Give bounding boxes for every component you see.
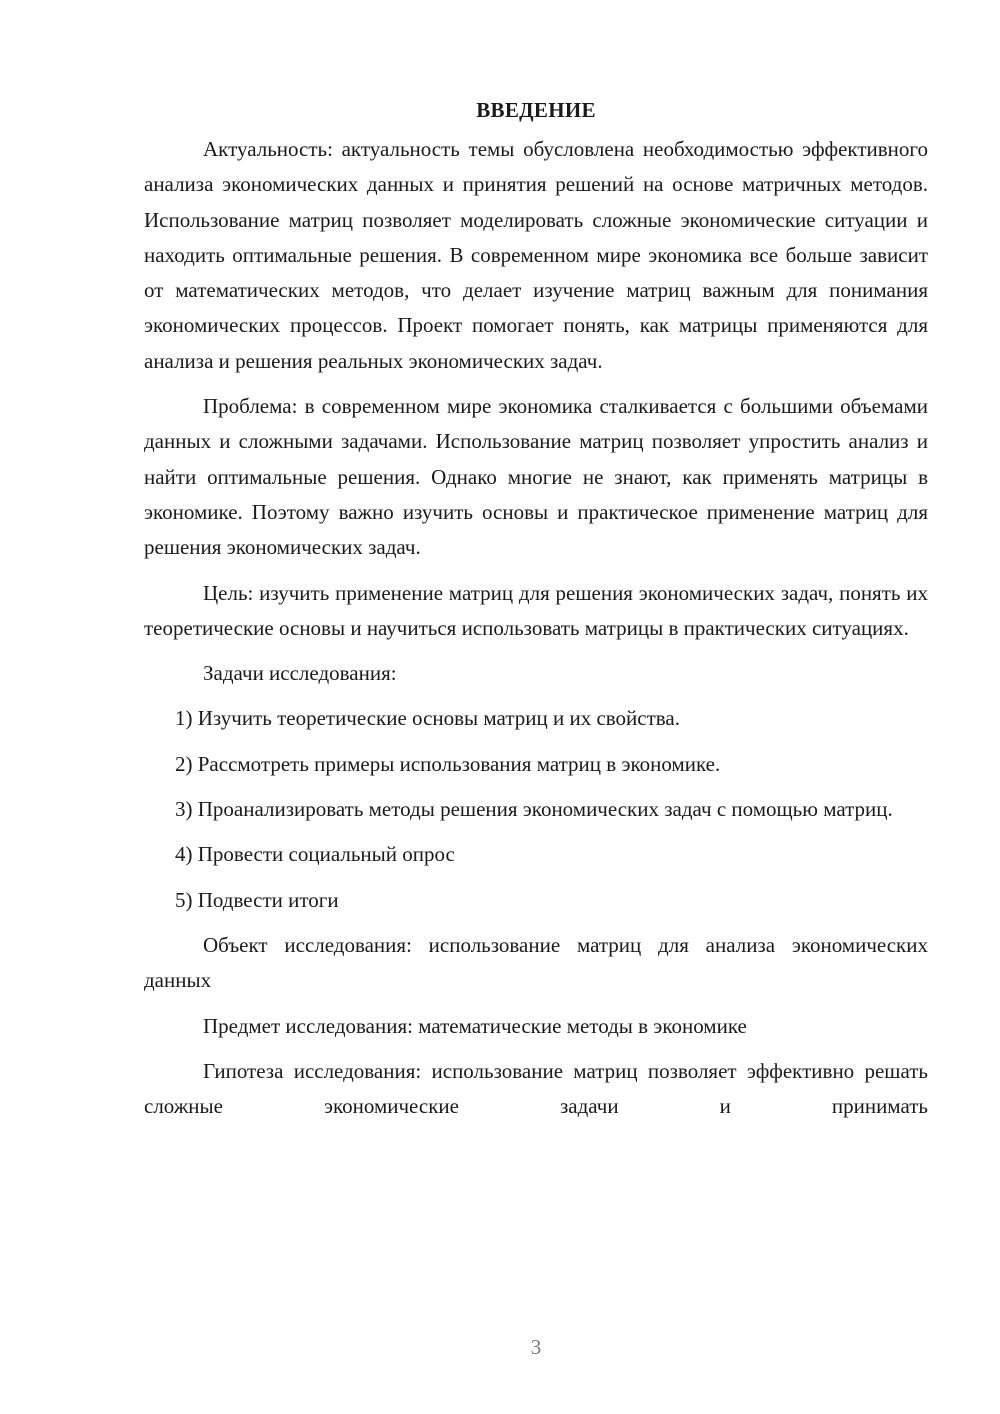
document-page bbox=[144, 92, 928, 1134]
page-number: 3 bbox=[530, 1335, 542, 1359]
paragraph-relevance: Актуальность: актуальность темы обусловлена необходимостью эффективного анализа экономических данных и принятия решений на основе матричных методов. Использование матриц позволяет моделировать сложные экономические ситуации и находить оптимальные решения. В современном мире экономика все больше зависит от математических методов, что делает изучение матриц важным для понимания экономических процессов. Проект помогает понять, как матрицы применяются для анализа и решения реальных экономических задач. bbox=[144, 137, 928, 373]
paragraph-goal: Цель: изучить применение матриц для решения экономических задач, понять их теоретические основы и научиться использовать матрицы в практических ситуациях. bbox=[144, 580, 928, 640]
list-item: 1) Изучить теоретические основы матриц и их свойства. bbox=[175, 706, 680, 731]
list-item: 5) Подвести итоги bbox=[175, 887, 339, 912]
paragraph-object: Объект исследования: использование матриц для анализа экономических данных bbox=[144, 932, 928, 993]
list-item: 3) Проанализировать методы решения экономических задач с помощью матриц. bbox=[175, 797, 893, 822]
paragraph-problem: Проблема: в современном мире экономика сталкивается с большими объемами данных и сложными задачами. Использование матриц позволяет упростить анализ и найти оптимальные решения. Однако многие не знают, как применять матрицы в экономике. Поэтому важно изучить основы и практическое применение матриц для решения экономических задач. bbox=[144, 394, 928, 560]
tasks-list bbox=[144, 701, 928, 917]
list-item: 4) Провести социальный опрос bbox=[175, 842, 455, 867]
paragraph-hypothesis: Гипотеза исследования: использование матриц позволяет эффективно решать сложные экономические задачи и принимать bbox=[144, 1058, 928, 1119]
tasks-heading: Задачи исследования: bbox=[203, 661, 397, 686]
section-heading: ВВЕДЕНИЕ bbox=[476, 98, 596, 122]
list-item: 2) Рассмотреть примеры использования матриц в экономике. bbox=[175, 751, 721, 776]
paragraph-subject: Предмет исследования: математические методы в экономике bbox=[203, 1013, 747, 1038]
